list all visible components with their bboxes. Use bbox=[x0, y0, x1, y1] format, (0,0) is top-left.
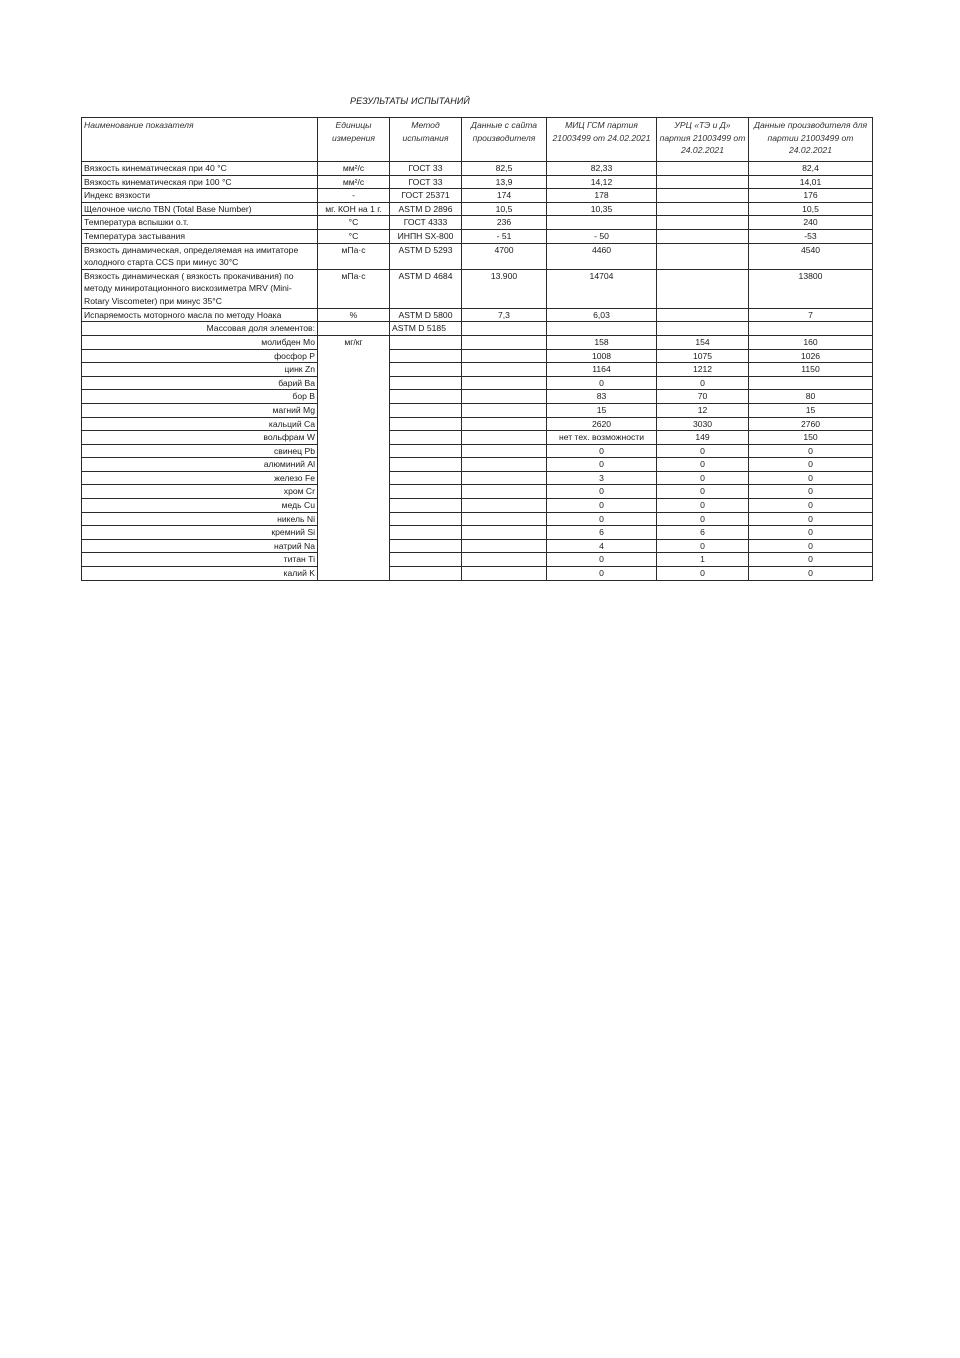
mic-value: 3 bbox=[547, 471, 657, 485]
empty-cell bbox=[390, 403, 462, 417]
element-row bbox=[82, 485, 873, 499]
mic-value: 1164 bbox=[547, 363, 657, 377]
method-cell: ИНПН SX-800 bbox=[390, 229, 462, 243]
mic-value: 6 bbox=[547, 526, 657, 540]
element-row bbox=[82, 349, 873, 363]
method-cell: ASTM D 5293 bbox=[390, 243, 462, 269]
site-value: 4700 bbox=[462, 243, 547, 269]
manufacturer-value: 2760 bbox=[749, 417, 873, 431]
element-row bbox=[82, 567, 873, 581]
empty-cell bbox=[462, 390, 547, 404]
mic-value: 14,12 bbox=[547, 175, 657, 189]
empty-cell bbox=[390, 567, 462, 581]
empty-cell bbox=[462, 363, 547, 377]
table-row bbox=[82, 162, 873, 176]
urc-value: 0 bbox=[657, 376, 749, 390]
header-units: Единицы измерения bbox=[318, 118, 390, 162]
site-value: 7,3 bbox=[462, 308, 547, 322]
element-name: фосфор P bbox=[82, 349, 318, 363]
empty-cell bbox=[390, 539, 462, 553]
manufacturer-value: 0 bbox=[749, 512, 873, 526]
element-name: никель Ni bbox=[82, 512, 318, 526]
element-row bbox=[82, 553, 873, 567]
empty-cell bbox=[390, 553, 462, 567]
mic-value: 4460 bbox=[547, 243, 657, 269]
element-row bbox=[82, 417, 873, 431]
empty-cell bbox=[390, 471, 462, 485]
manufacturer-value: 0 bbox=[749, 499, 873, 513]
empty-cell bbox=[462, 458, 547, 472]
empty-cell bbox=[749, 322, 873, 336]
empty-cell bbox=[390, 349, 462, 363]
element-name: кальций Ca bbox=[82, 417, 318, 431]
method-cell: ГОСТ 25371 bbox=[390, 189, 462, 203]
element-row bbox=[82, 471, 873, 485]
empty-cell bbox=[462, 322, 547, 336]
page-title: РЕЗУЛЬТАТЫ ИСПЫТАНИЙ bbox=[350, 96, 470, 106]
mic-value: 4 bbox=[547, 539, 657, 553]
element-name: алюминий Al bbox=[82, 458, 318, 472]
unit-cell: мПа·с bbox=[318, 243, 390, 269]
mic-value: 0 bbox=[547, 499, 657, 513]
empty-cell bbox=[462, 567, 547, 581]
element-row bbox=[82, 390, 873, 404]
element-name: кремний Si bbox=[82, 526, 318, 540]
method-cell: ASTM D 2896 bbox=[390, 202, 462, 216]
empty-cell bbox=[462, 444, 547, 458]
unit-cell: мм²/с bbox=[318, 162, 390, 176]
manufacturer-value: 240 bbox=[749, 216, 873, 230]
table-header-row bbox=[82, 118, 873, 162]
unit-cell: мПа·с bbox=[318, 269, 390, 308]
element-row bbox=[82, 539, 873, 553]
element-name: цинк Zn bbox=[82, 363, 318, 377]
unit-cell: % bbox=[318, 308, 390, 322]
table-row bbox=[82, 175, 873, 189]
site-value: 82,5 bbox=[462, 162, 547, 176]
manufacturer-value: 0 bbox=[749, 539, 873, 553]
mic-value: 82,33 bbox=[547, 162, 657, 176]
manufacturer-value: 82,4 bbox=[749, 162, 873, 176]
element-row bbox=[82, 444, 873, 458]
urc-value: 0 bbox=[657, 471, 749, 485]
empty-cell bbox=[462, 485, 547, 499]
empty-cell bbox=[462, 403, 547, 417]
urc-value bbox=[657, 229, 749, 243]
indicator-name: Температура застывания bbox=[82, 229, 318, 243]
empty-cell bbox=[462, 335, 547, 349]
urc-value bbox=[657, 216, 749, 230]
element-name: свинец Pb bbox=[82, 444, 318, 458]
header-manufacturer-batch: Данные производителя для партии 21003499 от 24.02.2021 bbox=[749, 118, 873, 162]
manufacturer-value: 176 bbox=[749, 189, 873, 203]
indicator-name: Вязкость динамическая ( вязкость прокачивания) по методу миниротационного вискозиметра MRV (Mini-Rotary Viscometer) при минус 35°С bbox=[82, 269, 318, 308]
element-name: натрий Na bbox=[82, 539, 318, 553]
urc-value bbox=[657, 162, 749, 176]
mic-value bbox=[547, 216, 657, 230]
empty-cell bbox=[547, 322, 657, 336]
header-site-data: Данные с сайта производителя bbox=[462, 118, 547, 162]
urc-value: 0 bbox=[657, 485, 749, 499]
empty-cell bbox=[462, 526, 547, 540]
empty-cell bbox=[462, 512, 547, 526]
mic-value: 2620 bbox=[547, 417, 657, 431]
manufacturer-value: 4540 bbox=[749, 243, 873, 269]
urc-value: 0 bbox=[657, 512, 749, 526]
manufacturer-value: 150 bbox=[749, 431, 873, 445]
urc-value: 0 bbox=[657, 539, 749, 553]
empty-cell bbox=[390, 417, 462, 431]
urc-value: 1075 bbox=[657, 349, 749, 363]
manufacturer-value: 0 bbox=[749, 471, 873, 485]
element-name: молибден Mo bbox=[82, 335, 318, 349]
manufacturer-value: 13800 bbox=[749, 269, 873, 308]
manufacturer-value: 14,01 bbox=[749, 175, 873, 189]
manufacturer-value: 7 bbox=[749, 308, 873, 322]
mic-value: 0 bbox=[547, 458, 657, 472]
mic-value: 10,35 bbox=[547, 202, 657, 216]
element-name: медь Cu bbox=[82, 499, 318, 513]
unit-cell: °С bbox=[318, 216, 390, 230]
empty-cell bbox=[390, 376, 462, 390]
urc-value: 0 bbox=[657, 444, 749, 458]
mic-value: 0 bbox=[547, 485, 657, 499]
mic-value: 0 bbox=[547, 444, 657, 458]
empty-cell bbox=[657, 322, 749, 336]
unit-cell: - bbox=[318, 189, 390, 203]
empty-cell bbox=[390, 335, 462, 349]
site-value: 13,9 bbox=[462, 175, 547, 189]
empty-cell bbox=[462, 376, 547, 390]
manufacturer-value: 80 bbox=[749, 390, 873, 404]
manufacturer-value: 0 bbox=[749, 526, 873, 540]
site-value: 13.900 bbox=[462, 269, 547, 308]
method-cell: ASTM D 4684 bbox=[390, 269, 462, 308]
manufacturer-value: -53 bbox=[749, 229, 873, 243]
indicator-name: Щелочное число TBN (Total Base Number) bbox=[82, 202, 318, 216]
method-cell: ГОСТ 33 bbox=[390, 162, 462, 176]
urc-value: 0 bbox=[657, 458, 749, 472]
empty-cell bbox=[390, 431, 462, 445]
manufacturer-value: 10,5 bbox=[749, 202, 873, 216]
urc-value bbox=[657, 308, 749, 322]
empty-cell bbox=[462, 431, 547, 445]
header-method: Метод испытания bbox=[390, 118, 462, 162]
results-table bbox=[81, 117, 873, 581]
indicator-name: Индекс вязкости bbox=[82, 189, 318, 203]
mic-value: 6,03 bbox=[547, 308, 657, 322]
manufacturer-value: 0 bbox=[749, 444, 873, 458]
element-row bbox=[82, 458, 873, 472]
manufacturer-value: 15 bbox=[749, 403, 873, 417]
header-indicator-name: Наименование показателя bbox=[82, 118, 318, 162]
element-name: хром Cr bbox=[82, 485, 318, 499]
urc-value bbox=[657, 175, 749, 189]
urc-value: 1 bbox=[657, 553, 749, 567]
mic-value: нет тех. возможности bbox=[547, 431, 657, 445]
urc-value bbox=[657, 269, 749, 308]
indicator-name: Вязкость динамическая, определяемая на имитаторе холодного старта CCS при минус 30°С bbox=[82, 243, 318, 269]
elements-method: ASTM D 5185 bbox=[390, 322, 462, 336]
element-row bbox=[82, 526, 873, 540]
mic-value: 0 bbox=[547, 512, 657, 526]
urc-value: 149 bbox=[657, 431, 749, 445]
mic-value: 14704 bbox=[547, 269, 657, 308]
method-cell: ГОСТ 33 bbox=[390, 175, 462, 189]
empty-cell bbox=[390, 444, 462, 458]
site-value: 174 bbox=[462, 189, 547, 203]
elements-header-row bbox=[82, 322, 873, 336]
mic-value: 83 bbox=[547, 390, 657, 404]
element-name: калий K bbox=[82, 567, 318, 581]
mic-value: 0 bbox=[547, 567, 657, 581]
element-name: вольфрам W bbox=[82, 431, 318, 445]
element-row bbox=[82, 431, 873, 445]
unit-cell: мм²/с bbox=[318, 175, 390, 189]
empty-cell bbox=[462, 471, 547, 485]
element-row bbox=[82, 499, 873, 513]
urc-value: 70 bbox=[657, 390, 749, 404]
urc-value: 3030 bbox=[657, 417, 749, 431]
header-mic-gsm: МИЦ ГСМ партия 21003499 от 24.02.2021 bbox=[547, 118, 657, 162]
empty-cell bbox=[462, 499, 547, 513]
urc-value: 0 bbox=[657, 499, 749, 513]
urc-value: 0 bbox=[657, 567, 749, 581]
mic-value: - 50 bbox=[547, 229, 657, 243]
elements-unit: мг/кг bbox=[318, 335, 390, 580]
empty-cell bbox=[462, 539, 547, 553]
table-row bbox=[82, 189, 873, 203]
site-value: 10,5 bbox=[462, 202, 547, 216]
indicator-name: Температура вспышки о.т. bbox=[82, 216, 318, 230]
empty-cell bbox=[390, 485, 462, 499]
method-cell: ASTM D 5800 bbox=[390, 308, 462, 322]
site-value: 236 bbox=[462, 216, 547, 230]
urc-value: 12 bbox=[657, 403, 749, 417]
element-row bbox=[82, 403, 873, 417]
unit-cell: °С bbox=[318, 229, 390, 243]
empty-cell bbox=[390, 526, 462, 540]
elements-label: Массовая доля элементов: bbox=[82, 322, 318, 336]
urc-value bbox=[657, 243, 749, 269]
mic-value: 0 bbox=[547, 553, 657, 567]
indicator-name: Вязкость кинематическая при 40 °С bbox=[82, 162, 318, 176]
manufacturer-value: 160 bbox=[749, 335, 873, 349]
manufacturer-value bbox=[749, 376, 873, 390]
mic-value: 178 bbox=[547, 189, 657, 203]
manufacturer-value: 0 bbox=[749, 458, 873, 472]
indicator-name: Испаряемость моторного масла по методу Ноака bbox=[82, 308, 318, 322]
empty-cell bbox=[390, 458, 462, 472]
element-name: титан Ti bbox=[82, 553, 318, 567]
table-row bbox=[82, 229, 873, 243]
header-urc: УРЦ «ТЭ и Д» партия 21003499 от 24.02.2021 bbox=[657, 118, 749, 162]
manufacturer-value: 0 bbox=[749, 567, 873, 581]
empty-cell bbox=[390, 363, 462, 377]
table-row bbox=[82, 269, 873, 308]
manufacturer-value: 0 bbox=[749, 485, 873, 499]
site-value: - 51 bbox=[462, 229, 547, 243]
method-cell: ГОСТ 4333 bbox=[390, 216, 462, 230]
empty-cell bbox=[318, 322, 390, 336]
mic-value: 158 bbox=[547, 335, 657, 349]
empty-cell bbox=[390, 499, 462, 513]
urc-value bbox=[657, 202, 749, 216]
element-name: магний Mg bbox=[82, 403, 318, 417]
mic-value: 0 bbox=[547, 376, 657, 390]
manufacturer-value: 1150 bbox=[749, 363, 873, 377]
manufacturer-value: 1026 bbox=[749, 349, 873, 363]
element-row bbox=[82, 376, 873, 390]
element-row bbox=[82, 335, 873, 349]
urc-value: 154 bbox=[657, 335, 749, 349]
mic-value: 15 bbox=[547, 403, 657, 417]
unit-cell: мг. КОН на 1 г. bbox=[318, 202, 390, 216]
table-row bbox=[82, 308, 873, 322]
urc-value: 1212 bbox=[657, 363, 749, 377]
element-name: барий Ba bbox=[82, 376, 318, 390]
empty-cell bbox=[390, 390, 462, 404]
table-row bbox=[82, 216, 873, 230]
urc-value bbox=[657, 189, 749, 203]
element-name: бор B bbox=[82, 390, 318, 404]
element-row bbox=[82, 363, 873, 377]
element-row bbox=[82, 512, 873, 526]
indicator-name: Вязкость кинематическая при 100 °С bbox=[82, 175, 318, 189]
empty-cell bbox=[462, 553, 547, 567]
element-name: железо Fe bbox=[82, 471, 318, 485]
table-row bbox=[82, 202, 873, 216]
empty-cell bbox=[462, 417, 547, 431]
empty-cell bbox=[390, 512, 462, 526]
mic-value: 1008 bbox=[547, 349, 657, 363]
manufacturer-value: 0 bbox=[749, 553, 873, 567]
table-row bbox=[82, 243, 873, 269]
urc-value: 6 bbox=[657, 526, 749, 540]
empty-cell bbox=[462, 349, 547, 363]
